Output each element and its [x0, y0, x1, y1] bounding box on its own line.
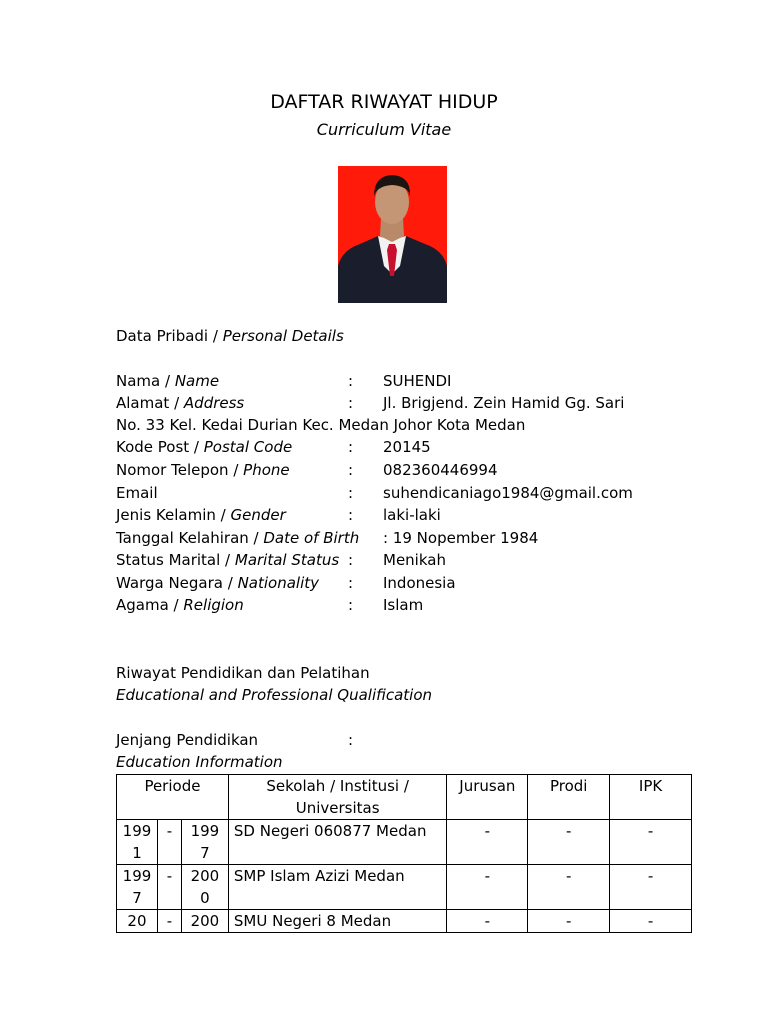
postal-value: 20145 — [383, 438, 431, 456]
education-table — [116, 774, 692, 933]
nationality-colon: : — [348, 574, 354, 592]
phone-value: 082360446994 — [383, 461, 498, 479]
marital-label: Status Marital / — [116, 551, 235, 569]
table-row — [117, 910, 692, 933]
personal-heading-en: Personal Details — [222, 327, 344, 345]
education-heading: Riwayat Pendidikan dan Pelatihan — [116, 664, 370, 682]
religion-value: Islam — [383, 596, 424, 614]
row-dash: - — [157, 865, 181, 910]
name-row — [116, 370, 716, 392]
marital-label-en: Marital Status — [234, 551, 340, 569]
postal-label: Kode Post / — [116, 438, 204, 456]
row-major: - — [447, 820, 528, 865]
education-level-en: Education Information — [116, 753, 283, 771]
dob-value: : 19 Nopember 1984 — [383, 529, 539, 547]
row-start-year: 1991 — [117, 820, 158, 865]
table-row — [117, 865, 692, 910]
row-start-year: 1997 — [117, 865, 158, 910]
phone-label: Nomor Telepon / — [116, 461, 244, 479]
nationality-value: Indonesia — [383, 574, 456, 592]
nationality-row — [116, 572, 716, 594]
postal-colon: : — [348, 438, 354, 456]
header-period: Periode — [117, 775, 229, 820]
dob-label: Tanggal Kelahiran / — [116, 529, 264, 547]
row-end-year: 2000 — [181, 865, 228, 910]
header-major: Jurusan — [447, 775, 528, 820]
header-ipk: IPK — [610, 775, 692, 820]
row-school: SMP Islam Azizi Medan — [228, 865, 446, 910]
row-start-year: 20 — [117, 910, 158, 933]
row-major: - — [447, 910, 528, 933]
email-label: Email — [116, 484, 158, 502]
name-label-en: Name — [174, 372, 220, 390]
dob-label-en: Date of Birth — [263, 529, 360, 547]
email-value: suhendicaniago1984@gmail.com — [383, 484, 633, 502]
nationality-label-en: Nationality — [237, 574, 319, 592]
profile-photo — [338, 166, 447, 303]
row-ipk: - — [610, 865, 692, 910]
religion-colon: : — [348, 596, 354, 614]
email-row — [116, 482, 716, 504]
phone-colon: : — [348, 461, 354, 479]
table-header-row — [117, 775, 692, 820]
address-label-en: Address — [183, 394, 245, 412]
row-prodi: - — [528, 865, 610, 910]
postal-label-en: Postal Code — [203, 438, 293, 456]
row-major: - — [447, 865, 528, 910]
religion-label: Agama / — [116, 596, 184, 614]
row-school: SMU Negeri 8 Medan — [228, 910, 446, 933]
address-continuation: No. 33 Kel. Kedai Durian Kec. Medan Johor Kota Medan — [116, 416, 526, 434]
row-prodi: - — [528, 820, 610, 865]
row-dash: - — [157, 820, 181, 865]
marital-colon: : — [348, 551, 354, 569]
phone-row — [116, 459, 716, 481]
document-title: DAFTAR RIWAYAT HIDUP — [270, 91, 498, 113]
nationality-label: Warga Negara / — [116, 574, 238, 592]
marital-row — [116, 549, 716, 571]
personal-details-heading — [116, 325, 344, 347]
education-heading-en: Educational and Professional Qualification — [116, 686, 433, 704]
row-ipk: - — [610, 910, 692, 933]
row-dash: - — [157, 910, 181, 933]
email-colon: : — [348, 484, 354, 502]
name-label: Nama / — [116, 372, 175, 390]
address-colon: : — [348, 394, 354, 412]
row-school: SD Negeri 060877 Medan — [228, 820, 446, 865]
header-school: Sekolah / Institusi / Universitas — [228, 775, 446, 820]
dob-row — [116, 527, 716, 549]
personal-heading-id: Data Pribadi — [116, 327, 209, 345]
education-level-row — [116, 729, 716, 751]
education-level-label: Jenjang Pendidikan — [116, 731, 259, 749]
address-row — [116, 392, 716, 414]
religion-row — [116, 594, 716, 616]
marital-value: Menikah — [383, 551, 446, 569]
row-ipk: - — [610, 820, 692, 865]
table-row — [117, 820, 692, 865]
gender-label-en: Gender — [230, 506, 286, 524]
row-end-year: 1997 — [181, 820, 228, 865]
religion-label-en: Religion — [183, 596, 244, 614]
address-value: Jl. Brigjend. Zein Hamid Gg. Sari — [383, 394, 625, 412]
row-prodi: - — [528, 910, 610, 933]
address-label: Alamat / — [116, 394, 184, 412]
gender-colon: : — [348, 506, 354, 524]
gender-value: laki-laki — [383, 506, 441, 524]
document-subtitle: Curriculum Vitae — [316, 120, 452, 139]
personal-heading-sep: / — [208, 327, 223, 345]
phone-label-en: Phone — [243, 461, 290, 479]
name-colon: : — [348, 372, 354, 390]
header-prodi: Prodi — [528, 775, 610, 820]
name-value: SUHENDI — [383, 372, 452, 390]
gender-row — [116, 504, 716, 526]
row-end-year: 200 — [181, 910, 228, 933]
education-level-colon: : — [348, 731, 354, 749]
gender-label: Jenis Kelamin / — [116, 506, 231, 524]
postal-row — [116, 436, 716, 458]
